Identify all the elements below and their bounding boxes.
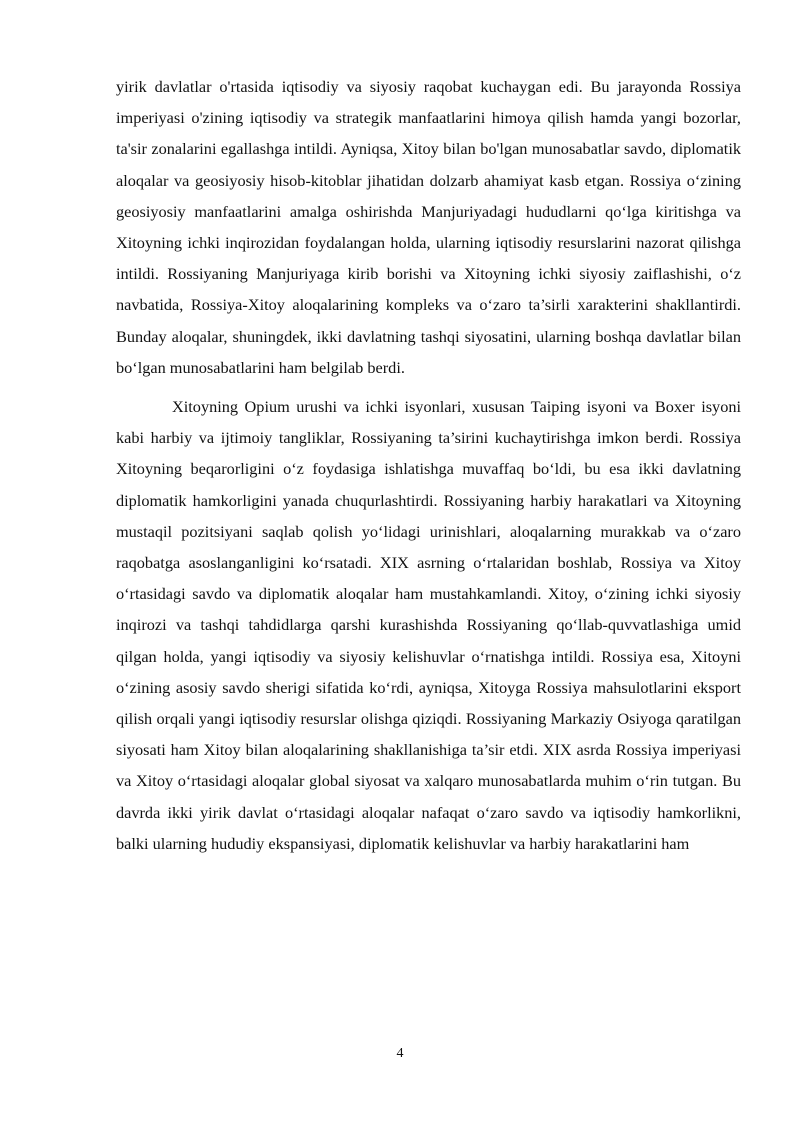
- paragraph-continuation: yirik davlatlar o'rtasida iqtisodiy va siyosiy raqobat kuchaygan edi. Bu jarayonda Rossiya imperiyasi o'zining iqtisodiy va strategik manfaatlarini himoya qilish hamda yangi bozorlar, ta'sir zonalarini egallashga intildi. Ayniqsa, Xitoy bilan bo'lgan munosabatlar savdo, diplomatik aloqalar va geosiyosiy hisob-kitoblar jihatidan dolzarb ahamiyat kasb etgan. Rossiya o‘zining geosiyosiy manfaatlarini amalga oshirishda Manjuriyadagi hududlarni qo‘lga kiritishga va Xitoyning ichki inqirozidan foydalangan holda, ularning iqtisodiy resurslarini nazorat qilishga intildi. Rossiyaning Manjuriyaga kirib borishi va Xitoyning ichki siyosiy zaiflashishi, o‘z navbatida, Rossiya-Xitoy aloqalarining kompleks va o‘zaro ta’sirli xarakterini shakllantirdi. Bunday aloqalar, shuningdek, ikki davlatning tashqi siyosatini, ularning boshqa davlatlar bilan bo‘lgan munosabatlarini ham belgilab berdi.: [116, 77, 741, 377]
- paragraph-opium-war: Xitoyning Opium urushi va ichki isyonlari, xususan Taiping isyoni va Boxer isyoni kabi harbiy va ijtimoiy tangliklar, Rossiyaning ta’sirini kuchaytirishga imkon berdi. Rossiya Xitoyning beqarorligini o‘z foydasiga ishlatishga muvaffaq bo‘ldi, bu esa ikki davlatning diplomatik hamkorligini yanada chuqurlashtirdi. Rossiyaning harbiy harakatlari va Xitoyning mustaqil pozitsiyani saqlab qolish yo‘lidagi urinishlari, aloqalarning murakkab va o‘zaro raqobatga asoslanganligini ko‘rsatadi. XIX asrning o‘rtalaridan boshlab, Rossiya va Xitoy o‘rtasidagi savdo va diplomatik aloqalar ham mustahkamlandi. Xitoy, o‘zining ichki siyosiy inqirozi va tashqi tahdidlarga qarshi kurashishda Rossiyaning qo‘llab-quvvatlashiga umid qilgan holda, yangi iqtisodiy va siyosiy kelishuvlar o‘rnatishga intildi. Rossiya esa, Xitoyni o‘zining asosiy savdo sherigi sifatida ko‘rdi, ayniqsa, Xitoyga Rossiya mahsulotlarini eksport qilish orqali yangi iqtisodiy resurslar olishga qiziqdi. Rossiyaning Markaziy Osiyoga qaratilgan siyosati ham Xitoy bilan aloqalarining shakllanishiga ta’sir etdi. XIX asrda Rossiya imperiyasi va Xitoy o‘rtasidagi aloqalar global siyosat va xalqaro munosabatlarda muhim o‘rin tutgan. Bu davrda ikki yirik davlat o‘rtasidagi aloqalar nafaqat o‘zaro savdo va iqtisodiy hamkorlikni, balki ularning hududiy ekspansiyasi, diplomatik kelishuvlar va harbiy harakatlarini ham: [116, 397, 741, 853]
- page-number: 4: [396, 1046, 404, 1061]
- document-body: [116, 71, 741, 859]
